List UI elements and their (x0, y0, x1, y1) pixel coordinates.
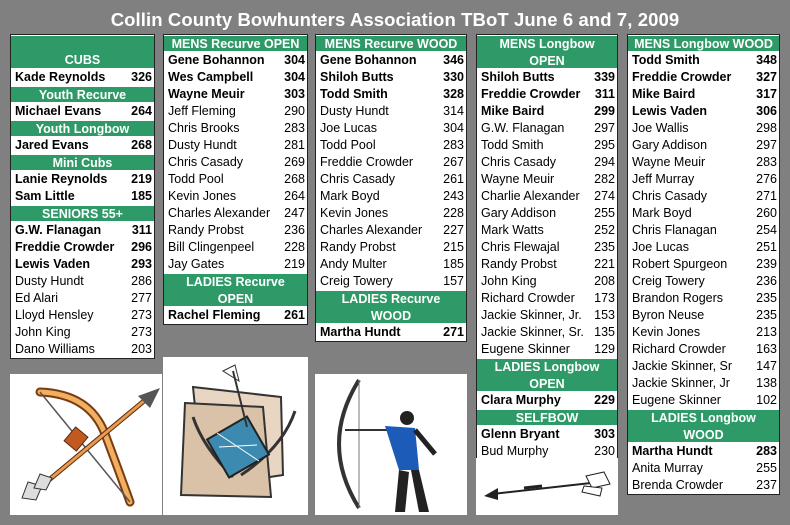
score-row (11, 69, 154, 86)
archer-name: Mike Baird (632, 87, 696, 101)
archer-score: 260 (756, 206, 777, 220)
score-row (316, 273, 466, 290)
archer-score: 185 (443, 257, 464, 271)
score-row (164, 222, 307, 239)
bow-and-arrow-icon (10, 374, 162, 515)
archer-icon (315, 374, 467, 515)
archer-score: 236 (756, 274, 777, 288)
archer-score: 314 (443, 104, 464, 118)
archer-score: 267 (443, 155, 464, 169)
archer-score: 304 (284, 70, 305, 84)
archer-name: Jay Gates (168, 257, 225, 271)
archer-name: John King (15, 325, 71, 339)
section-header (164, 273, 307, 307)
archer-score: 311 (594, 87, 615, 101)
score-row (628, 358, 779, 375)
archer-name: Randy Probst (168, 223, 244, 237)
archer-name: Wayne Meuir (481, 172, 555, 186)
score-row (11, 307, 154, 324)
archer-score: 294 (594, 155, 615, 169)
archer-score: 271 (756, 189, 777, 203)
section-header-label: LADIES Longbow OPEN (494, 360, 600, 391)
archer-score: 147 (756, 359, 777, 373)
archer-name: Todd Smith (481, 138, 544, 152)
archer-name: Todd Smith (632, 53, 700, 67)
arrow-icon (476, 458, 618, 515)
archer-name: Richard Crowder (632, 342, 726, 356)
archer-name: Mark Boyd (320, 189, 380, 203)
archer-name: Glenn Bryant (481, 427, 560, 441)
score-row (316, 239, 466, 256)
archer-name: Robert Spurgeon (632, 257, 728, 271)
archer-score: 221 (594, 257, 615, 271)
archer-name: Wes Campbell (168, 70, 254, 84)
archer-name: Martha Hundt (320, 325, 401, 339)
archer-score: 330 (443, 70, 464, 84)
archer-score: 281 (284, 138, 305, 152)
score-row (628, 120, 779, 137)
archer-name: Jackie Skinner, Sr (632, 359, 733, 373)
section-header-label: LADIES Recurve WOOD (341, 292, 441, 323)
archer-score: 273 (131, 308, 152, 322)
archer-score: 237 (756, 478, 777, 492)
archer-name: Chris Casady (481, 155, 557, 169)
section-header-label: Youth Longbow (35, 122, 130, 136)
archer-score: 297 (756, 138, 777, 152)
score-row (11, 324, 154, 341)
archer-score: 213 (756, 325, 777, 339)
archer-score: 311 (131, 223, 152, 237)
score-row (477, 171, 617, 188)
archer-name: Chris Flanagan (632, 223, 717, 237)
score-row (628, 69, 779, 86)
column-mens-recurve-wood (315, 34, 467, 342)
score-row (477, 69, 617, 86)
archer-name: Joe Wallis (632, 121, 689, 135)
archer-name: Jackie Skinner, Jr (632, 376, 730, 390)
column-mens-recurve-open (163, 34, 308, 325)
archer-score: 173 (594, 291, 615, 305)
score-row (477, 103, 617, 120)
archer-score: 102 (756, 393, 777, 407)
score-row (11, 103, 154, 120)
score-row (477, 290, 617, 307)
column-mens-longbow-open (476, 34, 618, 461)
archer-name: G.W. Flanagan (481, 121, 565, 135)
archer-score: 261 (284, 308, 305, 322)
archer-score: 273 (131, 325, 152, 339)
archer-score: 306 (756, 104, 777, 118)
archer-name: Lloyd Hensley (15, 308, 94, 322)
score-row (628, 154, 779, 171)
archer-name: Rachel Fleming (168, 308, 261, 322)
score-row (11, 239, 154, 256)
archer-name: Freddie Crowder (632, 70, 732, 84)
archer-score: 277 (131, 291, 152, 305)
score-row (628, 290, 779, 307)
archer-score: 348 (756, 53, 777, 67)
score-row (164, 154, 307, 171)
archer-score: 296 (131, 240, 152, 254)
archer-score: 235 (756, 308, 777, 322)
archer-name: Brandon Rogers (632, 291, 724, 305)
archer-name: Martha Hundt (632, 444, 713, 458)
section-header-label: Youth Recurve (38, 88, 127, 102)
archer-score: 185 (131, 189, 152, 203)
archer-score: 298 (756, 121, 777, 135)
archer-name: Gene Bohannon (168, 53, 265, 67)
section-header (477, 35, 617, 69)
score-row (316, 188, 466, 205)
archer-score: 293 (131, 257, 152, 271)
archer-score: 255 (594, 206, 615, 220)
score-row (164, 188, 307, 205)
score-row (628, 256, 779, 273)
archer-picture (315, 374, 467, 515)
archer-score: 264 (284, 189, 305, 203)
score-row (11, 273, 154, 290)
page-title: Collin County Bowhunters Association TBoT June 6 and 7, 2009 (110, 9, 680, 30)
archer-name: Eugene Skinner (481, 342, 570, 356)
section-header (11, 86, 154, 103)
score-row (477, 273, 617, 290)
score-row (164, 239, 307, 256)
archer-name: Ed Alari (15, 291, 59, 305)
score-row (11, 290, 154, 307)
archer-score: 235 (594, 240, 615, 254)
archer-score: 227 (443, 223, 464, 237)
archer-score: 236 (284, 223, 305, 237)
score-row (164, 86, 307, 103)
archer-name: Byron Neuse (632, 308, 705, 322)
archer-score: 283 (756, 155, 777, 169)
archer-name: Jackie Skinner, Sr. (481, 325, 584, 339)
archer-score: 283 (443, 138, 464, 152)
section-header (316, 35, 466, 52)
archer-name: Dusty Hundt (168, 138, 237, 152)
archer-name: Mark Boyd (632, 206, 692, 220)
archer-score: 251 (756, 240, 777, 254)
archer-score: 163 (756, 342, 777, 356)
archer-score: 247 (284, 206, 305, 220)
score-row (628, 239, 779, 256)
score-row (11, 256, 154, 273)
score-row (11, 137, 154, 154)
section-header-label: SELFBOW (515, 411, 579, 425)
quiver-picture (163, 357, 308, 515)
archer-score: 243 (443, 189, 464, 203)
score-row (477, 239, 617, 256)
archer-name: Charlie Alexander (481, 189, 580, 203)
score-row (477, 120, 617, 137)
archer-score: 303 (284, 87, 305, 101)
archer-name: Gary Addison (481, 206, 557, 220)
section-header-label: MENS Recurve OPEN (171, 37, 300, 51)
archer-score: 157 (443, 274, 464, 288)
archer-name: Randy Probst (320, 240, 396, 254)
archer-name: Jeff Fleming (168, 104, 236, 118)
archer-name: Creig Towery (632, 274, 705, 288)
archer-name: Kevin Jones (632, 325, 701, 339)
score-row (628, 324, 779, 341)
archer-score: 153 (594, 308, 615, 322)
archer-name: Chris Casady (320, 172, 396, 186)
archer-name: Eugene Skinner (632, 393, 721, 407)
archer-score: 255 (756, 461, 777, 475)
score-row (628, 307, 779, 324)
archer-score: 269 (284, 155, 305, 169)
archer-name: Brenda Crowder (632, 478, 724, 492)
score-row (477, 154, 617, 171)
archer-name: Todd Smith (320, 87, 388, 101)
archer-name: Chris Flewajal (481, 240, 560, 254)
archer-score: 235 (756, 291, 777, 305)
score-row (628, 171, 779, 188)
archer-score: 129 (594, 342, 615, 356)
archer-score: 295 (594, 138, 615, 152)
archer-name: John King (481, 274, 537, 288)
score-row (11, 188, 154, 205)
score-row (11, 222, 154, 239)
section-header (477, 409, 617, 426)
arrow-picture (476, 458, 618, 515)
archer-name: Freddie Crowder (481, 87, 581, 101)
archer-name: Kevin Jones (168, 189, 237, 203)
archer-score: 219 (284, 257, 305, 271)
score-row (316, 52, 466, 69)
archer-name: Clara Murphy (481, 393, 561, 407)
score-row (316, 256, 466, 273)
archer-score: 230 (594, 444, 615, 458)
score-row (628, 52, 779, 69)
archer-score: 299 (594, 104, 615, 118)
archer-name: Joe Lucas (632, 240, 689, 254)
archer-name: Freddie Crowder (320, 155, 414, 169)
archer-name: Shiloh Butts (320, 70, 394, 84)
score-row (11, 341, 154, 358)
archer-name: Bud Murphy (481, 444, 549, 458)
section-header (164, 35, 307, 52)
archer-name: Andy Multer (320, 257, 387, 271)
archer-score: 135 (594, 325, 615, 339)
archer-name: Chris Casady (632, 189, 708, 203)
score-row (316, 86, 466, 103)
section-header (11, 154, 154, 171)
score-row (628, 137, 779, 154)
archer-score: 264 (131, 104, 152, 118)
archer-score: 317 (756, 87, 777, 101)
archer-score: 268 (284, 172, 305, 186)
score-row (164, 256, 307, 273)
section-header-label: CUBS (64, 53, 101, 67)
score-row (316, 222, 466, 239)
score-row (316, 324, 466, 341)
archer-name: G.W. Flanagan (15, 223, 102, 237)
score-row (628, 188, 779, 205)
archer-name: Gene Bohannon (320, 53, 417, 67)
archer-score: 215 (443, 240, 464, 254)
archer-score: 268 (131, 138, 152, 152)
archer-score: 339 (594, 70, 615, 84)
archer-name: Jared Evans (15, 138, 89, 152)
archer-name: Bill Clingenpeel (168, 240, 255, 254)
archer-name: Creig Towery (320, 274, 393, 288)
score-row (477, 341, 617, 358)
score-row (477, 256, 617, 273)
archer-name: Lanie Reynolds (15, 172, 108, 186)
column-cubs-seniors (10, 34, 155, 359)
score-row (628, 205, 779, 222)
section-header-label: LADIES Recurve OPEN (186, 275, 285, 306)
archer-name: Jeff Murray (632, 172, 695, 186)
score-row (628, 103, 779, 120)
archer-name: Anita Murray (632, 461, 703, 475)
archer-name: Freddie Crowder (15, 240, 115, 254)
score-row (628, 375, 779, 392)
score-row (164, 137, 307, 154)
score-row (316, 171, 466, 188)
column-mens-longbow-wood (627, 34, 780, 495)
score-row (477, 86, 617, 103)
score-row (164, 120, 307, 137)
archer-score: 254 (756, 223, 777, 237)
score-row (477, 188, 617, 205)
archer-name: Chris Brooks (168, 121, 240, 135)
score-row (628, 460, 779, 477)
score-row (477, 205, 617, 222)
score-row (628, 222, 779, 239)
section-header (11, 35, 154, 69)
section-header (316, 290, 466, 324)
archer-name: Kevin Jones (320, 206, 389, 220)
archer-name: Todd Pool (320, 138, 376, 152)
score-row (477, 307, 617, 324)
section-header-label: MENS Recurve WOOD (324, 37, 458, 51)
archer-name: Charles Alexander (168, 206, 271, 220)
archer-score: 219 (131, 172, 152, 186)
score-row (477, 137, 617, 154)
archer-score: 283 (756, 444, 777, 458)
archer-name: Kade Reynolds (15, 70, 106, 84)
archer-name: Jackie Skinner, Jr. (481, 308, 582, 322)
section-header (11, 205, 154, 222)
score-row (628, 86, 779, 103)
score-row (164, 171, 307, 188)
archer-score: 138 (756, 376, 777, 390)
score-row (628, 341, 779, 358)
archer-score: 203 (131, 342, 152, 356)
archer-name: Dusty Hundt (15, 274, 84, 288)
section-header-label: Mini Cubs (52, 156, 113, 170)
section-header (11, 120, 154, 137)
score-row (477, 426, 617, 443)
score-row (477, 324, 617, 341)
archer-name: Shiloh Butts (481, 70, 555, 84)
archer-name: Lewis Vaden (632, 104, 708, 118)
archer-name: Dusty Hundt (320, 104, 389, 118)
archer-score: 286 (131, 274, 152, 288)
score-row (164, 103, 307, 120)
archer-score: 326 (131, 70, 152, 84)
archer-score: 208 (594, 274, 615, 288)
section-header (477, 358, 617, 392)
archer-name: Mike Baird (481, 104, 545, 118)
score-row (316, 205, 466, 222)
score-row (316, 137, 466, 154)
score-row (477, 392, 617, 409)
archer-score: 283 (284, 121, 305, 135)
score-row (628, 273, 779, 290)
archer-name: Mark Watts (481, 223, 544, 237)
archer-name: Charles Alexander (320, 223, 423, 237)
archer-score: 276 (756, 172, 777, 186)
score-row (164, 307, 307, 324)
score-row (628, 477, 779, 494)
score-row (477, 222, 617, 239)
archer-name: Randy Probst (481, 257, 557, 271)
section-header-label: MENS Longbow WOOD (634, 37, 773, 51)
archer-name: Michael Evans (15, 104, 102, 118)
archer-name: Chris Casady (168, 155, 244, 169)
archer-score: 327 (756, 70, 777, 84)
archer-score: 271 (443, 325, 464, 339)
section-header-label: LADIES Longbow WOOD (651, 411, 756, 442)
archer-name: Wayne Meuir (632, 155, 706, 169)
archer-score: 304 (443, 121, 464, 135)
archer-score: 274 (594, 189, 615, 203)
score-row (316, 103, 466, 120)
archer-score: 239 (756, 257, 777, 271)
archer-score: 290 (284, 104, 305, 118)
score-row (164, 52, 307, 69)
archer-score: 297 (594, 121, 615, 135)
score-row (628, 392, 779, 409)
score-row (164, 69, 307, 86)
bow-and-arrow-picture (10, 374, 162, 515)
score-row (316, 69, 466, 86)
archer-score: 229 (594, 393, 615, 407)
archer-name: Todd Pool (168, 172, 224, 186)
archer-score: 282 (594, 172, 615, 186)
score-row (628, 443, 779, 460)
archer-score: 328 (443, 87, 464, 101)
score-row (316, 120, 466, 137)
archer-name: Lewis Vaden (15, 257, 91, 271)
archer-score: 303 (594, 427, 615, 441)
archer-score: 261 (443, 172, 464, 186)
archer-name: Richard Crowder (481, 291, 575, 305)
archer-name: Wayne Meuir (168, 87, 245, 101)
archer-score: 304 (284, 53, 305, 67)
archer-score: 252 (594, 223, 615, 237)
archer-score: 228 (443, 206, 464, 220)
section-header-label: MENS Longbow OPEN (499, 37, 595, 68)
score-row (164, 205, 307, 222)
archer-name: Joe Lucas (320, 121, 377, 135)
archer-name: Dano Williams (15, 342, 95, 356)
archer-name: Sam Little (15, 189, 75, 203)
archer-score: 346 (443, 53, 464, 67)
archer-name: Gary Addison (632, 138, 708, 152)
section-header (628, 35, 779, 52)
quiver-icon (163, 357, 308, 515)
score-row (11, 171, 154, 188)
section-header-label: SENIORS 55+ (42, 207, 123, 221)
score-row (316, 154, 466, 171)
section-header (628, 409, 779, 443)
archer-score: 228 (284, 240, 305, 254)
